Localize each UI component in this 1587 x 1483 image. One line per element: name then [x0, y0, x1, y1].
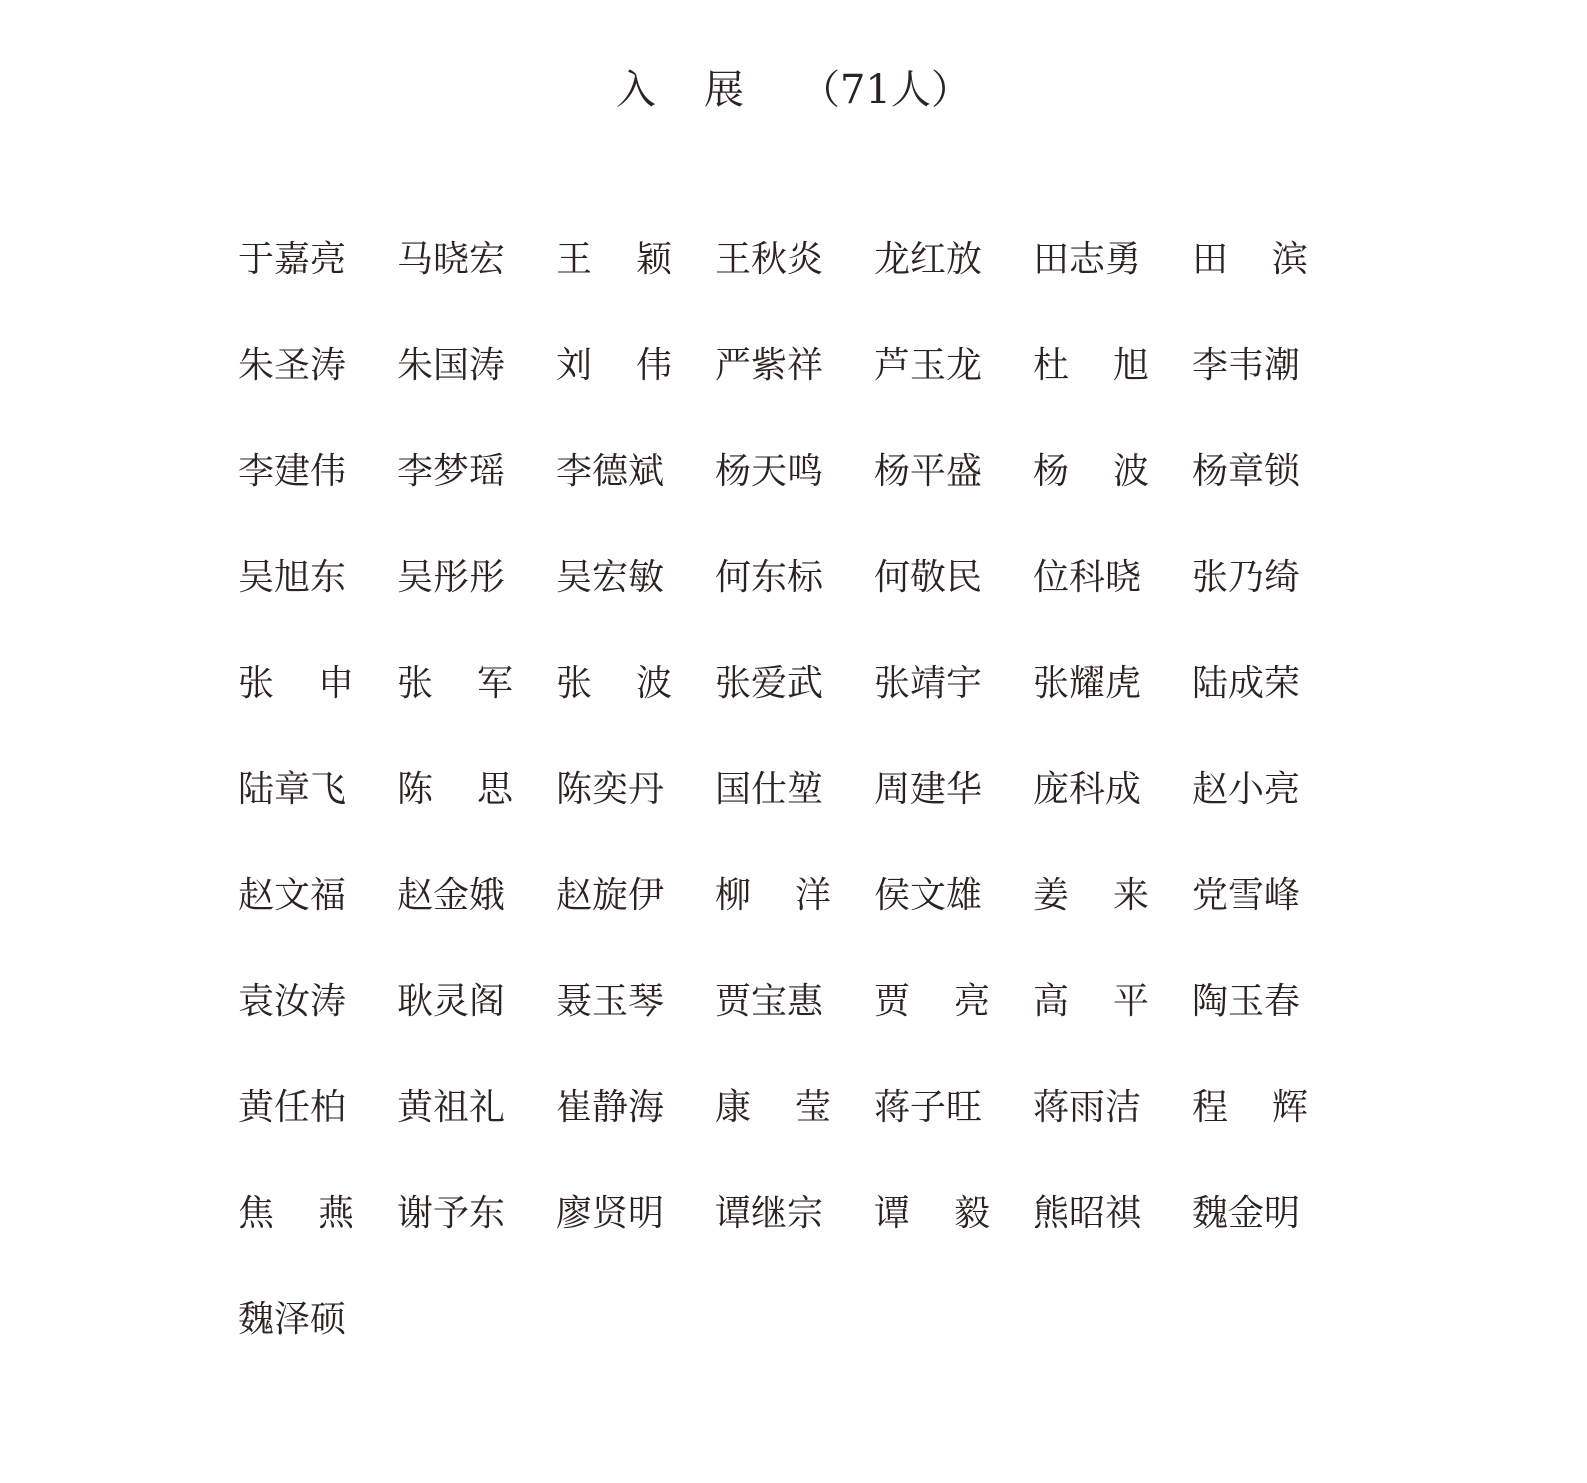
- name-entry: 李韦潮: [1192, 345, 1301, 386]
- name-entry: 侯文雄: [874, 875, 983, 916]
- name-entry: 党雪峰: [1192, 875, 1301, 916]
- name-entry: 姜 来: [1033, 875, 1149, 916]
- name-entry: 王秋炎: [715, 239, 824, 280]
- name-entry: 于嘉亮: [238, 239, 347, 280]
- name-entry: 何敬民: [874, 557, 983, 598]
- name-entry: 黄祖礼: [397, 1087, 506, 1128]
- name-entry: 李梦瑶: [397, 451, 506, 492]
- name-entry: 陈奕丹: [556, 769, 665, 810]
- name-entry: 贾宝惠: [715, 981, 824, 1022]
- name-entry: 焦 燕: [238, 1193, 354, 1234]
- name-entry: 杨章锁: [1192, 451, 1301, 492]
- name-entry: 芦玉龙: [874, 345, 983, 386]
- name-entry: 张 军: [397, 663, 513, 704]
- title-word-2: 展: [704, 67, 745, 113]
- name-entry: 何东标: [715, 557, 824, 598]
- name-entry: 陶玉春: [1192, 981, 1301, 1022]
- name-entry: 龙红放: [874, 239, 983, 280]
- name-entry: 杨天鸣: [715, 451, 824, 492]
- name-entry: 耿灵阁: [397, 981, 506, 1022]
- title-count: （71人）: [800, 67, 971, 113]
- name-entry: 张耀虎: [1033, 663, 1142, 704]
- name-entry: 赵金娥: [397, 875, 506, 916]
- name-entry: 张 波: [556, 663, 672, 704]
- name-entry: 朱圣涛: [238, 345, 347, 386]
- name-entry: 赵旋伊: [556, 875, 665, 916]
- name-entry: 吴旭东: [238, 557, 347, 598]
- name-entry: 魏金明: [1192, 1193, 1301, 1234]
- name-entry: 陈 思: [397, 769, 513, 810]
- name-entry: 张 申: [238, 663, 354, 704]
- name-entry: 张靖宇: [874, 663, 983, 704]
- name-entry: 国仕堃: [715, 769, 824, 810]
- name-entry: 杨平盛: [874, 451, 983, 492]
- name-entry: 刘 伟: [556, 345, 672, 386]
- name-entry: 袁汝涛: [238, 981, 347, 1022]
- name-entry: 李德斌: [556, 451, 665, 492]
- name-entry: 李建伟: [238, 451, 347, 492]
- name-entry: 庞科成: [1033, 769, 1142, 810]
- name-entry: 蒋子旺: [874, 1087, 983, 1128]
- name-entry: 贾 亮: [874, 981, 990, 1022]
- name-entry: 魏泽硕: [238, 1299, 347, 1340]
- name-entry: 蒋雨洁: [1033, 1087, 1142, 1128]
- name-entry: 吴宏敏: [556, 557, 665, 598]
- name-entry: 周建华: [874, 769, 983, 810]
- title-word-1: 入: [616, 67, 657, 113]
- name-entry: 谢予东: [397, 1193, 506, 1234]
- name-entry: 康 莹: [715, 1087, 831, 1128]
- name-entry: 高 平: [1033, 981, 1149, 1022]
- name-entry: 张乃绮: [1192, 557, 1301, 598]
- name-entry: 廖贤明: [556, 1193, 665, 1234]
- name-entry: 赵文福: [238, 875, 347, 916]
- name-entry: 位科晓: [1033, 557, 1142, 598]
- name-entry: 田志勇: [1033, 239, 1142, 280]
- name-entry: 黄任柏: [238, 1087, 347, 1128]
- name-entry: 熊昭祺: [1033, 1193, 1142, 1234]
- name-entry: 赵小亮: [1192, 769, 1301, 810]
- name-entry: 聂玉琴: [556, 981, 665, 1022]
- name-entry: 杜 旭: [1033, 345, 1149, 386]
- name-entry: 程 辉: [1192, 1087, 1308, 1128]
- page-title: [0, 60, 1587, 120]
- name-entry: 张爱武: [715, 663, 824, 704]
- name-entry: 谭 毅: [874, 1193, 990, 1234]
- name-entry: 王 颖: [556, 239, 672, 280]
- name-entry: 吴彤彤: [397, 557, 506, 598]
- name-entry: 谭继宗: [715, 1193, 824, 1234]
- name-entry: 崔静海: [556, 1087, 665, 1128]
- name-list: [238, 230, 1308, 1396]
- name-entry: 柳 洋: [715, 875, 831, 916]
- name-entry: 朱国涛: [397, 345, 506, 386]
- name-entry: 陆成荣: [1192, 663, 1301, 704]
- name-entry: 严紫祥: [715, 345, 824, 386]
- name-entry: 马晓宏: [397, 239, 506, 280]
- name-entry: 杨 波: [1033, 451, 1149, 492]
- name-entry: 田 滨: [1192, 239, 1308, 280]
- name-entry: 陆章飞: [238, 769, 347, 810]
